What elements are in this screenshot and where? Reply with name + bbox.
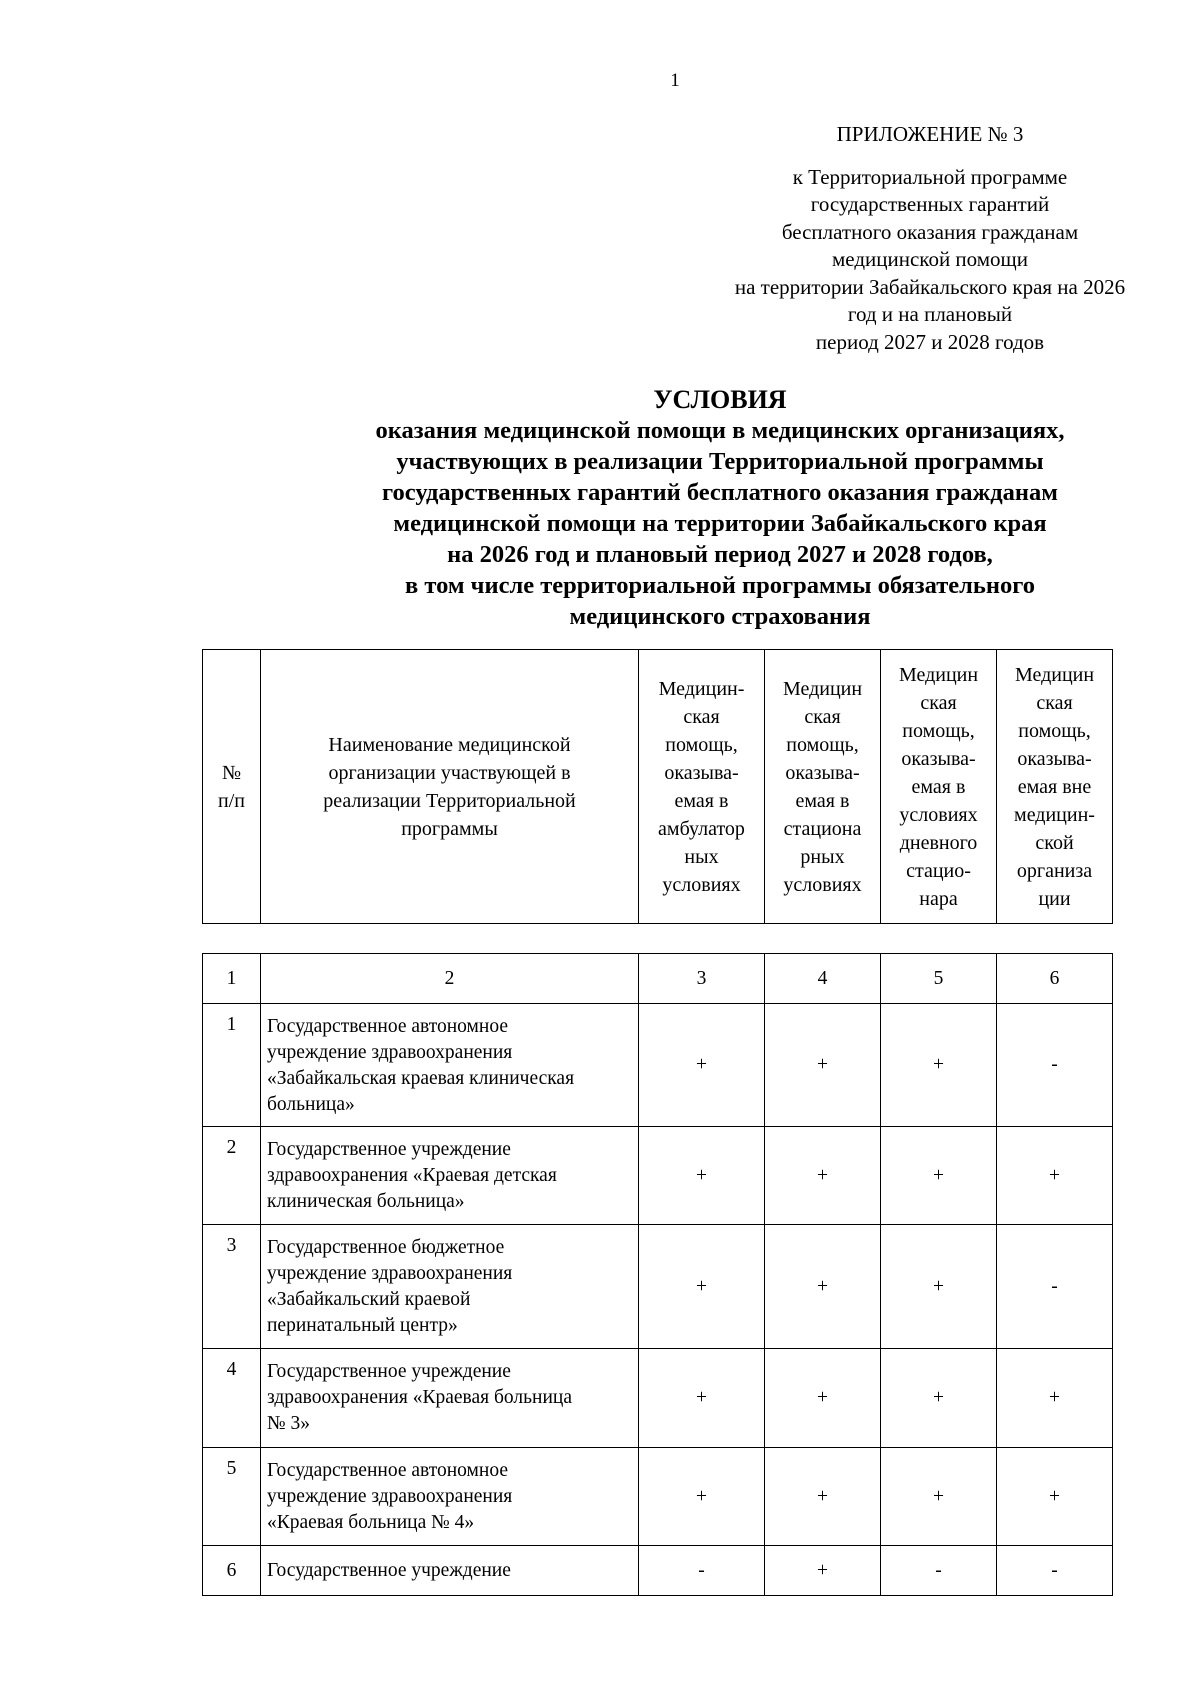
outpatient-mark: - bbox=[639, 1546, 765, 1596]
text-line: перинатальный центр» bbox=[267, 1315, 458, 1336]
text-line: ных bbox=[684, 845, 719, 868]
text-line: оказыва- bbox=[1017, 747, 1092, 770]
organization-name bbox=[261, 1127, 639, 1225]
text-line: ская bbox=[683, 705, 720, 728]
header-cell bbox=[881, 650, 997, 924]
organization-name bbox=[261, 1004, 639, 1127]
text-line: емая в bbox=[795, 789, 850, 812]
header-cell bbox=[765, 650, 881, 924]
text-line: Государственное автономное bbox=[267, 1460, 508, 1481]
text-line: клиническая больница» bbox=[267, 1191, 465, 1212]
appendix-line: государственных гарантий bbox=[810, 192, 1050, 216]
column-number: 2 bbox=[261, 954, 639, 1004]
organization-name bbox=[261, 1546, 639, 1596]
text-line: организации участвующей в bbox=[328, 761, 571, 784]
inpatient-mark: + bbox=[765, 1225, 881, 1349]
row-number: 5 bbox=[203, 1448, 261, 1546]
column-number: 6 bbox=[997, 954, 1113, 1004]
inpatient-mark: + bbox=[765, 1546, 881, 1596]
text-line: Государственное автономное bbox=[267, 1016, 508, 1037]
table-row bbox=[203, 1349, 1113, 1448]
outside-organization-mark: - bbox=[997, 1225, 1113, 1349]
text-line: больница» bbox=[267, 1094, 355, 1115]
text-line: Наименование медицинской bbox=[328, 733, 571, 756]
text-line: реализации Территориальной bbox=[323, 789, 576, 812]
inpatient-mark: + bbox=[765, 1349, 881, 1448]
appendix-line: к Территориальной программе bbox=[792, 164, 1068, 189]
row-number: 6 bbox=[203, 1546, 261, 1596]
inpatient-mark: + bbox=[765, 1004, 881, 1127]
document-title-line: участвующих в реализации Территориальной программы bbox=[396, 448, 1044, 475]
page-number: 1 bbox=[670, 70, 680, 91]
text-line: учреждение здравоохранения bbox=[267, 1486, 513, 1507]
day-hospital-mark: - bbox=[881, 1546, 997, 1596]
document-title-line: на 2026 год и плановый период 2027 и 2028 годов, bbox=[447, 541, 993, 568]
day-hospital-mark: + bbox=[881, 1127, 997, 1225]
text-line: стацио- bbox=[906, 859, 971, 882]
text-line: № 3» bbox=[267, 1413, 310, 1434]
text-line: помощь, bbox=[786, 733, 859, 756]
text-line: здравоохранения «Краевая больница bbox=[267, 1387, 572, 1408]
text-line: «Краевая больница № 4» bbox=[267, 1512, 475, 1533]
text-line: Медицин bbox=[1014, 663, 1095, 686]
inpatient-mark: + bbox=[765, 1127, 881, 1225]
outside-organization-mark: - bbox=[997, 1546, 1113, 1596]
text-line: ции bbox=[1038, 887, 1071, 910]
column-number: 5 bbox=[881, 954, 997, 1004]
document-title-line: государственных гарантий бесплатного оказания гражданам bbox=[382, 479, 1058, 506]
text-line: Медицин- bbox=[658, 677, 745, 700]
document-title-line: оказания медицинской помощи в медицинских организациях, bbox=[375, 417, 1065, 444]
appendix-line: год и на плановый bbox=[847, 302, 1013, 326]
text-line: Медицин bbox=[898, 663, 979, 686]
day-hospital-mark: + bbox=[881, 1448, 997, 1546]
document-title-main: УСЛОВИЯ bbox=[653, 385, 787, 414]
header-cell bbox=[261, 650, 639, 924]
outpatient-mark: + bbox=[639, 1127, 765, 1225]
text-line: учреждение здравоохранения bbox=[267, 1042, 513, 1063]
text-line: оказыва- bbox=[901, 747, 976, 770]
outpatient-mark: + bbox=[639, 1225, 765, 1349]
document-title-line: медицинского страхования bbox=[569, 603, 871, 630]
row-number: 1 bbox=[203, 1004, 261, 1127]
document-title bbox=[260, 384, 1180, 632]
text-line: учреждение здравоохранения bbox=[267, 1263, 513, 1284]
header-cell bbox=[639, 650, 765, 924]
inpatient-mark: + bbox=[765, 1448, 881, 1546]
text-line: условиях bbox=[662, 873, 741, 896]
text-line: ская bbox=[804, 705, 841, 728]
column-number: 3 bbox=[639, 954, 765, 1004]
text-line: Медицин bbox=[782, 677, 863, 700]
column-number: 1 bbox=[203, 954, 261, 1004]
text-line: программы bbox=[401, 817, 498, 840]
text-line: Государственное учреждение bbox=[267, 1139, 511, 1160]
table-row bbox=[203, 1004, 1113, 1127]
day-hospital-mark: + bbox=[881, 1225, 997, 1349]
column-number: 4 bbox=[765, 954, 881, 1004]
appendix-line: период 2027 и 2028 годов bbox=[815, 329, 1045, 354]
text-line: «Забайкальская краевая клиническая bbox=[267, 1068, 575, 1089]
outpatient-mark: + bbox=[639, 1004, 765, 1127]
text-line: п/п bbox=[218, 789, 245, 812]
organization-name bbox=[261, 1448, 639, 1546]
table-row bbox=[203, 1127, 1113, 1225]
text-line: стациона bbox=[783, 817, 862, 840]
text-line: амбулатор bbox=[658, 817, 745, 840]
header-cell bbox=[997, 650, 1113, 924]
data-table bbox=[202, 953, 1113, 1596]
text-line: условиях bbox=[899, 803, 978, 826]
header-table bbox=[202, 649, 1113, 924]
row-number: 3 bbox=[203, 1225, 261, 1349]
text-line: емая вне bbox=[1017, 775, 1092, 798]
text-line: организа bbox=[1016, 859, 1093, 882]
text-line: условиях bbox=[783, 873, 862, 896]
appendix-line: медицинской помощи bbox=[832, 247, 1028, 271]
table-row bbox=[203, 1448, 1113, 1546]
text-line: помощь, bbox=[1018, 719, 1091, 742]
outside-organization-mark: + bbox=[997, 1349, 1113, 1448]
text-line: рных bbox=[800, 845, 845, 868]
text-line: № bbox=[221, 761, 242, 784]
text-line: оказыва- bbox=[664, 761, 739, 784]
text-line: нара bbox=[919, 887, 958, 910]
outside-organization-mark: - bbox=[997, 1004, 1113, 1127]
text-line: ской bbox=[1035, 831, 1074, 854]
text-line: медицин- bbox=[1014, 803, 1095, 826]
text-line: Государственное учреждение bbox=[267, 1361, 511, 1382]
text-line: помощь, bbox=[902, 719, 975, 742]
header-cell bbox=[203, 650, 261, 924]
outpatient-mark: + bbox=[639, 1349, 765, 1448]
text-line: емая в bbox=[911, 775, 966, 798]
document-title-line: в том числе территориальной программы обязательного bbox=[405, 572, 1035, 599]
text-line: Государственное бюджетное bbox=[267, 1237, 505, 1258]
day-hospital-mark: + bbox=[881, 1349, 997, 1448]
appendix-line: на территории Забайкальского края на 2026 bbox=[734, 274, 1126, 299]
text-line: «Забайкальский краевой bbox=[267, 1289, 471, 1310]
appendix-block bbox=[670, 121, 1190, 356]
appendix-title: ПРИЛОЖЕНИЕ № 3 bbox=[836, 122, 1024, 146]
text-line: ская bbox=[1036, 691, 1073, 714]
outpatient-mark: + bbox=[639, 1448, 765, 1546]
organization-name bbox=[261, 1225, 639, 1349]
table-row bbox=[203, 1225, 1113, 1349]
outside-organization-mark: + bbox=[997, 1127, 1113, 1225]
row-number: 2 bbox=[203, 1127, 261, 1225]
text-line: дневного bbox=[899, 831, 978, 854]
table-row bbox=[203, 1546, 1113, 1596]
text-line: помощь, bbox=[665, 733, 738, 756]
column-number-row bbox=[203, 954, 1113, 1004]
text-line: здравоохранения «Краевая детская bbox=[267, 1165, 557, 1186]
outside-organization-mark: + bbox=[997, 1448, 1113, 1546]
day-hospital-mark: + bbox=[881, 1004, 997, 1127]
text-line: емая в bbox=[674, 789, 729, 812]
text-line: ская bbox=[920, 691, 957, 714]
appendix-line: бесплатного оказания гражданам bbox=[781, 219, 1079, 244]
document-title-line: медицинской помощи на территории Забайкальского края bbox=[393, 510, 1047, 537]
organization-name bbox=[261, 1349, 639, 1448]
text-line: Государственное учреждение bbox=[267, 1559, 511, 1581]
header-row bbox=[203, 650, 1113, 924]
text-line: оказыва- bbox=[785, 761, 860, 784]
row-number: 4 bbox=[203, 1349, 261, 1448]
